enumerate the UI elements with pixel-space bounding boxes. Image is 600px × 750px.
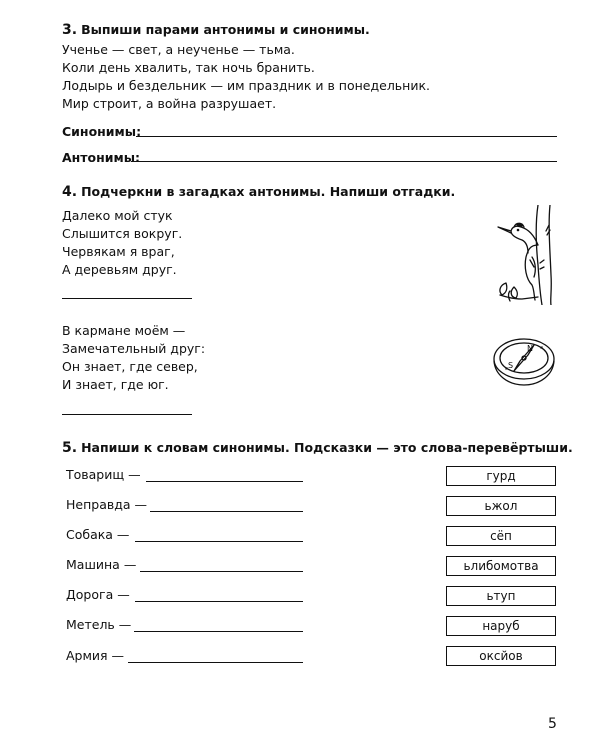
task4-heading <box>62 184 455 200</box>
woodpecker-icon <box>488 205 554 305</box>
riddle-line: Он знает, где север, <box>62 359 198 374</box>
proverb-line: Мир строит, а война разрушает. <box>62 96 277 111</box>
task5-word: Метель — <box>66 617 132 632</box>
hint-box: ьтуп <box>446 586 556 606</box>
task4-title: Подчеркни в загадках антонимы. Напиши отгадки. <box>81 184 456 199</box>
riddle1-answer-line[interactable] <box>62 298 192 299</box>
task5-word: Дорога — <box>66 587 130 602</box>
hint-box: гурд <box>446 466 556 486</box>
compass-south-letter: S <box>508 361 514 370</box>
compass-icon <box>492 335 558 391</box>
task3-number: 3. <box>62 22 78 38</box>
task5-answer-line[interactable] <box>135 601 303 602</box>
synonyms-label: Синонимы: <box>62 124 142 139</box>
task5-answer-line[interactable] <box>134 631 303 632</box>
antonyms-answer-line[interactable] <box>131 161 557 162</box>
proverb-line: Лодырь и бездельник — им праздник и в понедельник. <box>62 78 430 93</box>
proverb-line: Ученье — свет, а неученье — тьма. <box>62 42 295 57</box>
riddle-line: Червякам я враг, <box>62 244 175 259</box>
task5-word: Собака — <box>66 527 130 542</box>
hint-box: ьлибомотва <box>446 556 556 576</box>
hint-box: сёп <box>446 526 556 546</box>
riddle-line: Замечательный друг: <box>62 341 206 356</box>
hint-box: оксйов <box>446 646 556 666</box>
task3-heading <box>62 22 370 38</box>
task5-title: Напиши к словам синонимы. Подсказки — это слова-перевёртыши. <box>81 440 573 455</box>
synonyms-answer-line[interactable] <box>136 136 557 137</box>
hint-box: ьжол <box>446 496 556 516</box>
task5-heading <box>62 440 573 456</box>
proverb-line: Коли день хвалить, так ночь бранить. <box>62 60 315 75</box>
task4-number: 4. <box>62 184 78 200</box>
riddle-line: И знает, где юг. <box>62 377 169 392</box>
hint-box: наруб <box>446 616 556 636</box>
compass-north-letter: N <box>527 344 533 353</box>
riddle2-answer-line[interactable] <box>62 414 192 415</box>
task5-answer-line[interactable] <box>135 541 303 542</box>
task5-number: 5. <box>62 440 78 456</box>
riddle-line: Далеко мой стук <box>62 208 173 223</box>
riddle-line: В кармане моём — <box>62 323 186 338</box>
task5-answer-line[interactable] <box>128 662 303 663</box>
riddle-line: А деревьям друг. <box>62 262 177 277</box>
riddle-line: Слышится вокруг. <box>62 226 183 241</box>
task5-word: Товарищ — <box>66 467 141 482</box>
task5-answer-line[interactable] <box>140 571 303 572</box>
task3-title: Выпиши парами антонимы и синонимы. <box>81 22 370 37</box>
task5-word: Машина — <box>66 557 137 572</box>
antonyms-label: Антонимы: <box>62 150 141 165</box>
page-number: 5 <box>548 716 557 732</box>
task5-word: Армия — <box>66 648 125 663</box>
task5-answer-line[interactable] <box>150 511 303 512</box>
task5-answer-line[interactable] <box>146 481 303 482</box>
task5-word: Неправда — <box>66 497 147 512</box>
